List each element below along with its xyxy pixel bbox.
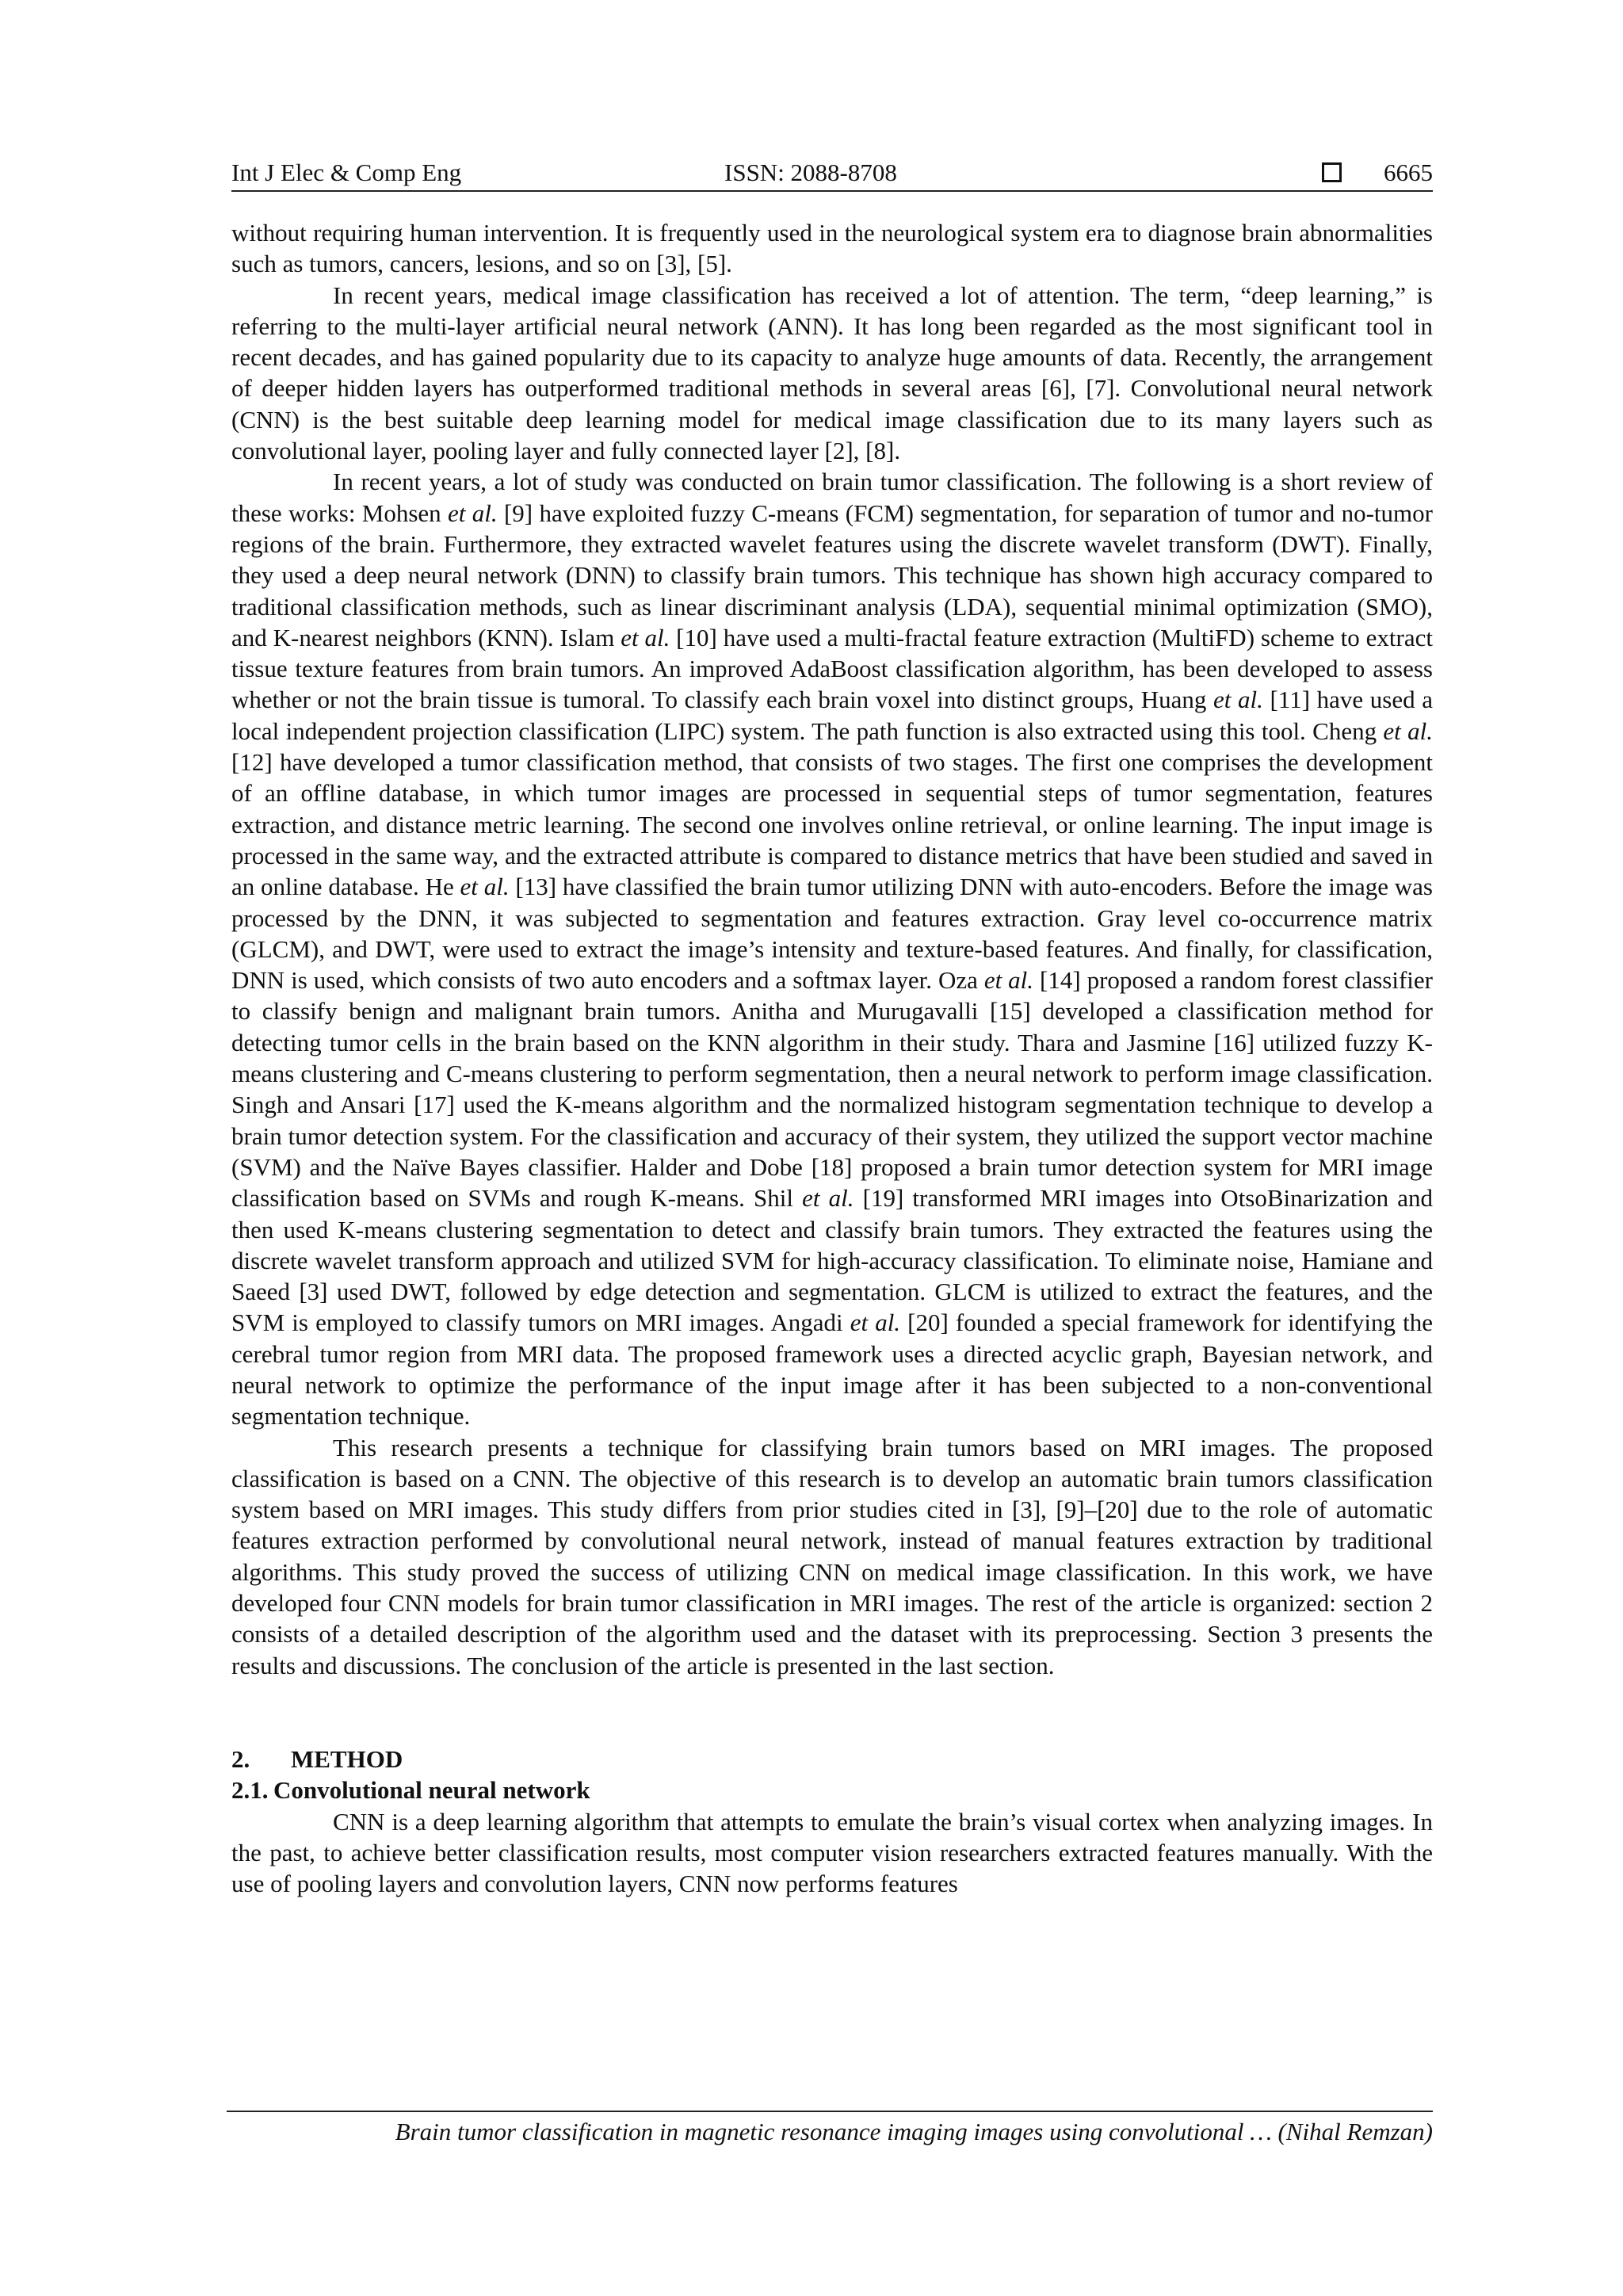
header-divider	[231, 190, 1433, 192]
subsection-title: Convolutional neural network	[273, 1776, 590, 1805]
paragraph-related-work: In recent years, a lot of study was conducted on brain tumor classification. The following is a short review of these works: Mohsen et al. [9] have exploited fuzzy C-means (FCM) segmentation, for separation of tumor and no-tumor regions of the brain. Furthermore, they extracted wavelet features using the discrete wavelet transform (DWT). Finally, they used a deep neural network (DNN) to classify brain tumors. This technique has shown high accuracy compared to traditional classification methods, such as linear discriminant analysis (LDA), sequential minimal optimization (SMO), and K-nearest neighbors (KNN). Islam et al. [10] have used a multi-fractal feature extraction (MultiFD) scheme to extract tissue texture features from brain tumors. An improved AdaBoost classification algorithm, has been developed to assess whether or not the brain tissue is tumoral. To classify each brain voxel into distinct groups, Huang et al. [11] have used a local independent projection classification (LIPC) system. The path function is also extracted using this tool. Cheng et al. [12] have developed a tumor classification method, that consists of two stages. The first one comprises the development of an offline database, in which tumor images are processed in sequential steps of tumor segmentation, features extraction, and distance metric learning. The second one involves online retrieval, or online learning. The input image is processed in the same way, and the extracted attribute is compared to distance metrics that have been studied and saved in an online database. He et al. [13] have classified the brain tumor utilizing DNN with auto-encoders. Before the image was processed by the DNN, it was subjected to segmentation and features extraction. Gray level co-occurrence matrix (GLCM), and DWT, were used to extract the image’s intensity and texture-based features. And finally, for classification, DNN is used, which consists of two auto encoders and a softmax layer. Oza et al. [14] proposed a random forest classifier to classify benign and malignant brain tumors. Anitha and Murugavalli [15] developed a classification method for detecting tumor cells in the brain based on the KNN algorithm in their study. Thara and Jasmine [16] utilized fuzzy K-means clustering and C-means clustering to perform segmentation, then a neural network to perform image classification. Singh and Ansari [17] used the K-means algorithm and the normalized histogram segmentation technique to develop a brain tumor detection system. For the classification and accuracy of their system, they utilized the support vector machine (SVM) and the Naïve Bayes classifier. Halder and Dobe [18] proposed a brain tumor detection system for MRI image classification based on SVMs and rough K-means. Shil et al. [19] transformed MRI images into OtsoBinarization and then used K-means clustering segmentation to detect and classify brain tumors. They extracted the features using the discrete wavelet transform approach and utilized SVM for high-accuracy classification. To eliminate noise, Hamiane and Saeed [3] used DWT, followed by edge detection and segmentation. GLCM is utilized to extract the features, and the SVM is employed to classify tumors on MRI images. Angadi et al. [20] founded a special framework for identifying the cerebral tumor region from MRI data. The proposed framework uses a directed acyclic graph, Bayesian network, and neural network to optimize the performance of the input image after it has been subjected to a non-conventional segmentation technique.	[231, 468, 1433, 1431]
section-heading	[231, 1744, 1433, 1775]
paragraph-continued: without requiring human intervention. It is frequently used in the neurological system era to diagnose brain abnormalities such as tumors, cancers, lesions, and so on [3], [5].	[231, 219, 1433, 278]
section-spacer	[231, 1681, 1433, 1744]
et-al-italic: et al.	[1383, 716, 1433, 745]
running-header	[231, 155, 1433, 190]
footer-divider	[227, 2111, 1433, 2112]
paragraph-contribution: This research presents a technique for classifying brain tumors based on MRI images. The proposed classification is based on a CNN. The objective of this research is to develop an automatic brain tumors classification system based on MRI images. This study differs from prior studies cited in [3], [9]–[20] due to the role of automatic features extraction performed by convolutional neural network, instead of manual features extraction by traditional algorithms. This study proved the success of utilizing CNN on medical image classification. In this work, we have developed four CNN models for brain tumor classification in MRI images. The rest of the article is organized: section 2 consists of a detailed description of the algorithm used and the dataset with its preprocessing. Section 3 presents the results and discussions. The conclusion of the article is presented in the last section.	[231, 1433, 1433, 1679]
paragraph-cnn: CNN is a deep learning algorithm that attempts to emulate the brain’s visual cortex when analyzing images. In the past, to achieve better classification results, most computer vision researchers extracted features manually. With the use of pooling layers and convolution layers, CNN now performs features	[231, 1807, 1433, 1898]
square-icon	[1322, 162, 1342, 182]
et-al-italic: et al.	[448, 499, 498, 527]
page-number: 6665	[1384, 159, 1433, 186]
main-text	[231, 217, 1433, 1899]
et-al-italic: et al.	[983, 966, 1034, 995]
subsection-heading	[231, 1775, 1433, 1805]
et-al-italic: et al.	[460, 873, 510, 901]
et-al-italic: et al.	[621, 623, 670, 651]
et-al-italic: et al.	[850, 1308, 901, 1337]
paragraph-deep-learning: In recent years, medical image classification has received a lot of attention. The term, “deep learning,” is referring to the multi-layer artificial neural network (ANN). It has long been regarded as the most significant tool in recent decades, and has gained popularity due to its capacity to analyze huge amounts of data. Recently, the arrangement of deeper hidden layers has outperformed traditional methods in several areas [6], [7]. Convolutional neural network (CNN) is the best suitable deep learning model for medical image classification due to its many layers such as convolutional layer, pooling layer and fully connected layer [2], [8].	[231, 281, 1433, 465]
section-title: METHOD	[291, 1744, 403, 1773]
issn: ISSN: 2088-8708	[724, 159, 897, 186]
et-al-italic: et al.	[1213, 686, 1263, 714]
running-footer: Brain tumor classification in magnetic resonance imaging images using convolutional … (Nihal Remzan)	[395, 2118, 1433, 2145]
section-number: 2.	[231, 1744, 250, 1773]
et-al-italic: et al.	[802, 1184, 854, 1213]
subsection-number: 2.1.	[231, 1776, 269, 1805]
journal-name: Int J Elec & Comp Eng	[231, 159, 462, 186]
